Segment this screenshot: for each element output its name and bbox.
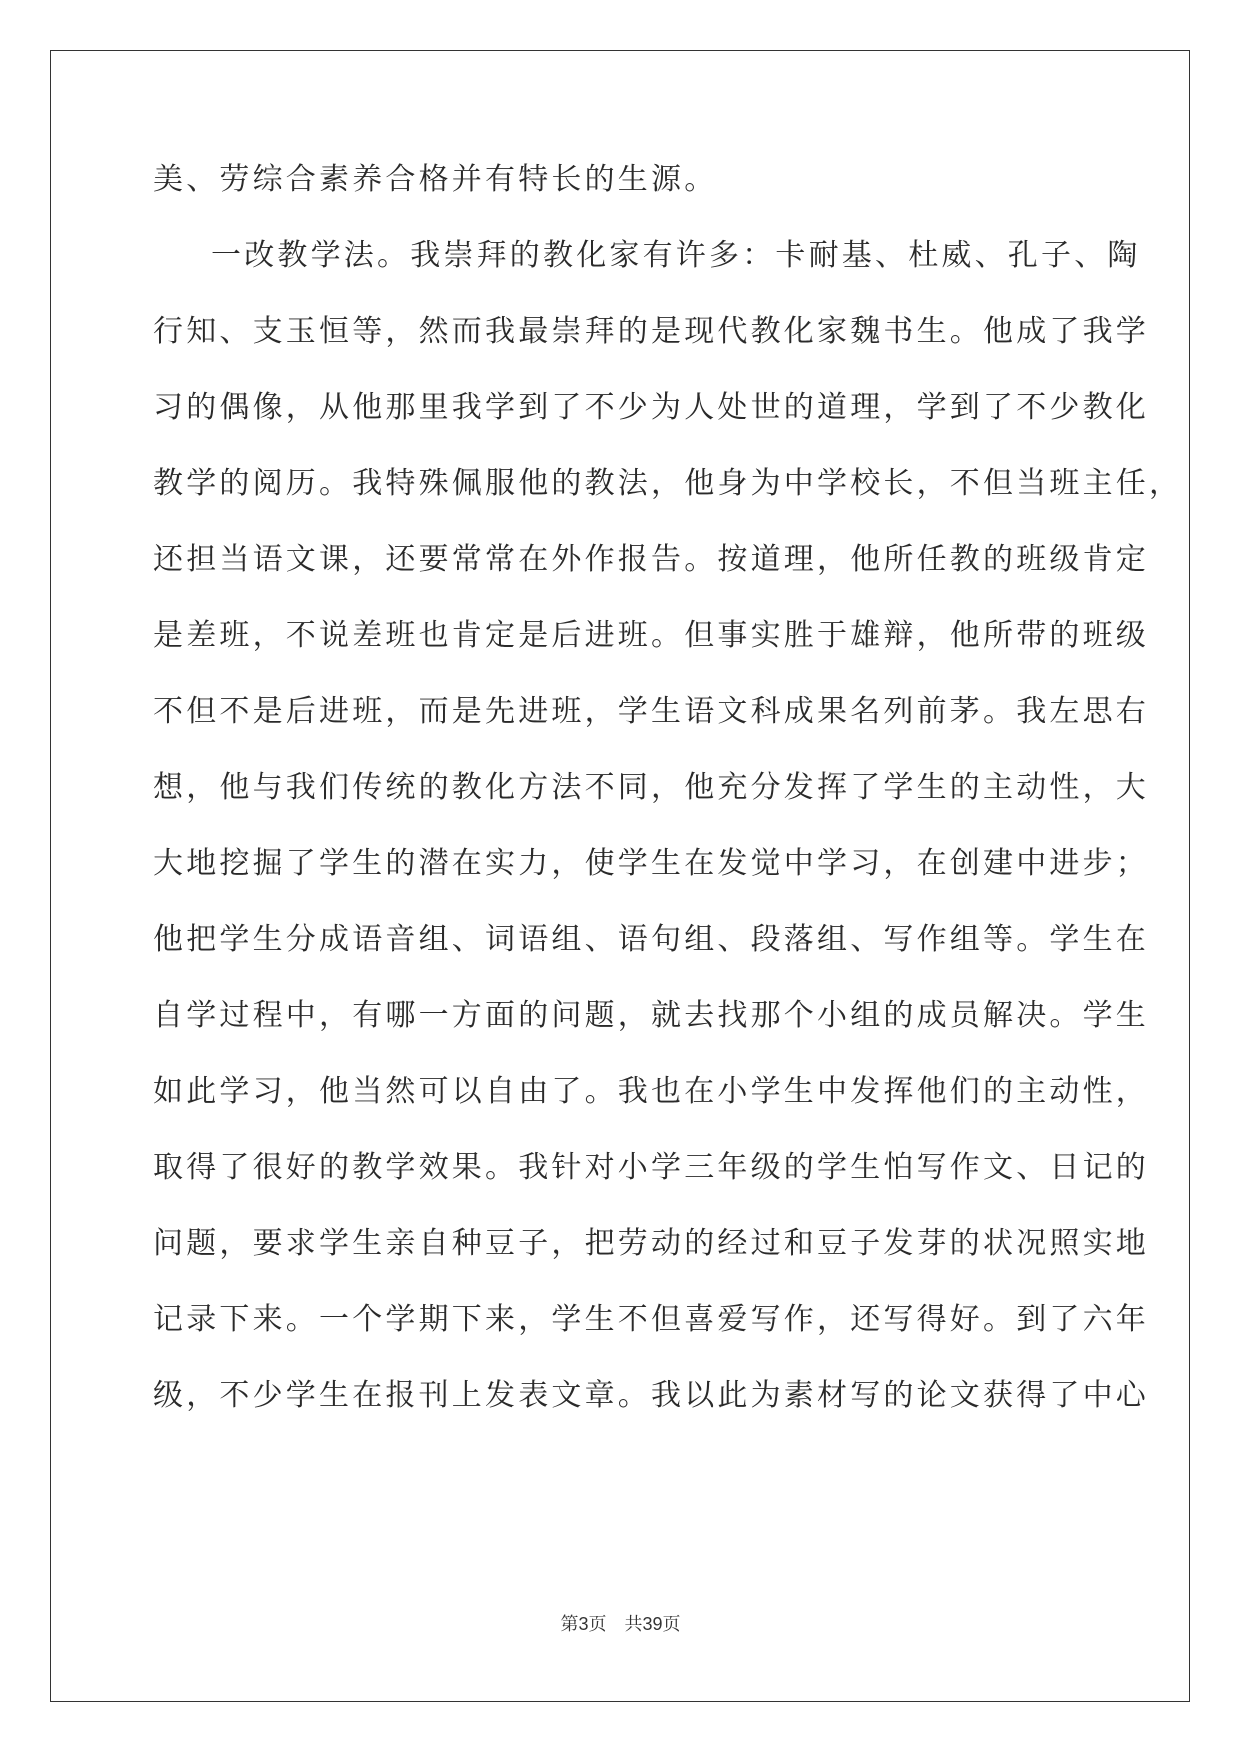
page-number: 3 [578, 1614, 589, 1634]
paragraph-start-line: 一改教学法。我崇拜的教化家有许多：卡耐基、杜威、孔子、陶 [211, 238, 1141, 273]
page-suffix: 页 [588, 1614, 607, 1634]
text-line: 自学过程中，有哪一方面的问题，就去找那个小组的成员解决。学生 [153, 998, 1149, 1033]
text-line: 想，他与我们传统的教化方法不同，他充分发挥了学生的主动性，大 [153, 770, 1149, 805]
text-line: 是差班，不说差班也肯定是后进班。但事实胜于雄辩，他所带的班级 [153, 618, 1149, 653]
text-line: 不但不是后进班，而是先进班，学生语文科成果名列前茅。我左思右 [153, 694, 1149, 729]
page-prefix: 第 [560, 1614, 579, 1634]
total-suffix: 页 [662, 1614, 681, 1634]
text-line: 还担当语文课，还要常常在外作报告。按道理，他所任教的班级肯定 [153, 542, 1149, 577]
text-line: 取得了很好的教学效果。我针对小学三年级的学生怕写作文、日记的 [153, 1150, 1149, 1185]
text-line: 美、劳综合素养合格并有特长的生源。 [153, 162, 718, 197]
text-line: 教学的阅历。我特殊佩服他的教法，他身为中学校长，不但当班主任， [153, 466, 1183, 501]
text-line: 大地挖掘了学生的潜在实力，使学生在发觉中学习，在创建中进步； [153, 846, 1149, 881]
text-line: 记录下来。一个学期下来，学生不但喜爱写作，还写得好。到了六年 [153, 1302, 1149, 1337]
text-line: 级，不少学生在报刊上发表文章。我以此为素材写的论文获得了中心 [153, 1378, 1149, 1413]
text-line: 如此学习，他当然可以自由了。我也在小学生中发挥他们的主动性， [153, 1074, 1149, 1109]
text-line: 行知、支玉恒等，然而我最崇拜的是现代教化家魏书生。他成了我学 [153, 314, 1149, 349]
text-line: 问题，要求学生亲自种豆子，把劳动的经过和豆子发芽的状况照实地 [153, 1226, 1149, 1261]
page-footer [0, 1612, 1241, 1636]
total-pages: 39 [642, 1614, 663, 1634]
total-prefix: 共 [624, 1614, 643, 1634]
text-line: 习的偶像，从他那里我学到了不少为人处世的道理，学到了不少教化 [153, 390, 1149, 425]
text-line: 他把学生分成语音组、词语组、语句组、段落组、写作组等。学生在 [153, 922, 1149, 957]
